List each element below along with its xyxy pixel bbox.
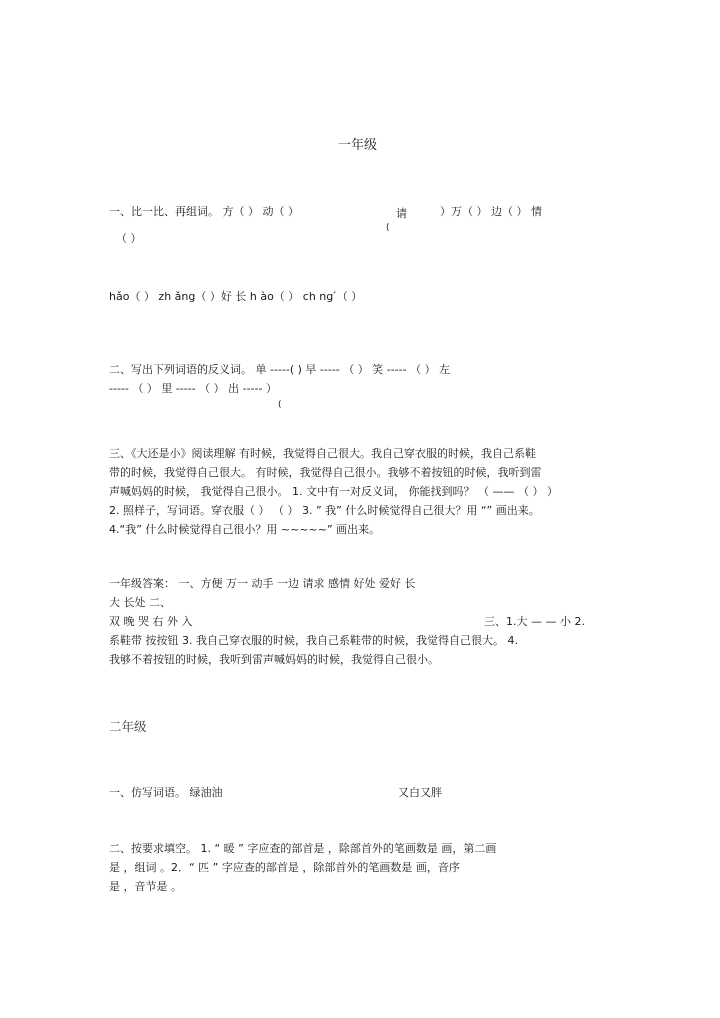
g1-q1-cont: （ ） xyxy=(116,232,142,245)
g1-q1-head: 一、比一比、再组词。 方（ ） 动（ ） xyxy=(109,205,299,218)
g1-answers-line4: 系鞋带 按按钮 3. 我自己穿衣服的时候，我自己系鞋带的时候，我觉得自己很大。 4. xyxy=(109,634,518,647)
g2-q2-line3: 是 ，音节是 。 xyxy=(109,880,182,893)
g1-answers-line2: 大 长处 二、 xyxy=(109,596,171,609)
g1-answers-line1: 一年级答案： 一、方便 万一 动手 一边 请求 感情 好处 爱好 长 xyxy=(109,577,416,590)
grade1-title: 一年级 xyxy=(338,138,378,153)
grade2-title: 二年级 xyxy=(109,719,147,734)
g1-q1-rest: ）万（ ） 边（ ） 情 xyxy=(440,205,542,218)
g2-q2-line2: 是 ，组词 。2．“ 匹 ” 字应查的部首是 ，除部首外的笔画数是 画，音序 xyxy=(109,861,460,874)
g1-q2-line2: ----- （ ） 里 ----- （ ） 出 ----- ） xyxy=(109,382,278,395)
g2-q2-line1: 二、按要求填空。 1. “ 暖 ” 字应查的部首是 ，除部首外的笔画数是 画，第二画 xyxy=(109,842,497,855)
g1-answers-line3-right: 三、1.大 — — 小 2. xyxy=(484,615,585,628)
g1-q3-line4: 2. 照样子，写词语。穿衣服（ ） （ ） 3. ” 我” 什么时候觉得自己很大？用 “” 画出来。 xyxy=(109,504,540,517)
g1-answers-line5: 我够不着按钮的时候，我听到雷声喊妈妈的时候，我觉得自己很小。 xyxy=(109,653,439,666)
g1-q3-line2: 带的时候，我觉得自己很大。 有时候，我觉得自己很小。我够不着按钮的时候，我听到雷 xyxy=(109,466,542,479)
g2-q1-right: 又白又胖 xyxy=(398,786,442,799)
g1-q3-line5: 4.“我” 什么时候觉得自己很小？用 ~~~~~” 画出来。 xyxy=(109,523,381,536)
g1-q2-paren-low: ( xyxy=(278,400,282,410)
g1-q3-line3: 声喊妈妈的时候， 我觉得自己很小。 1. 文中有一对反义词， 你能找到吗？ （ —— （ ） ） xyxy=(109,485,558,498)
g1-q1-pinyin: hǎo（ ） zh ǎng（ ）好 长 h ào（ ） ch ng ́（ ） xyxy=(109,290,363,303)
g1-answers-line3-left: 双 晚 哭 右 外 入 xyxy=(109,615,193,628)
g1-q1-paren-low: ( xyxy=(386,223,390,233)
g1-q3-line1: 三、《大还是小》阅读理解 有时候，我觉得自己很大。我自己穿衣服的时候，我自己系鞋 xyxy=(109,447,536,460)
g2-q1-head: 一、仿写词语。 绿油油 xyxy=(109,786,223,799)
g1-q1-qing: 请 xyxy=(396,207,407,220)
g1-q2-head: 二、写出下列词语的反义词。 单 -----( ) 早 ----- （ ） 笑 ----- （ ） 左 xyxy=(109,363,451,376)
